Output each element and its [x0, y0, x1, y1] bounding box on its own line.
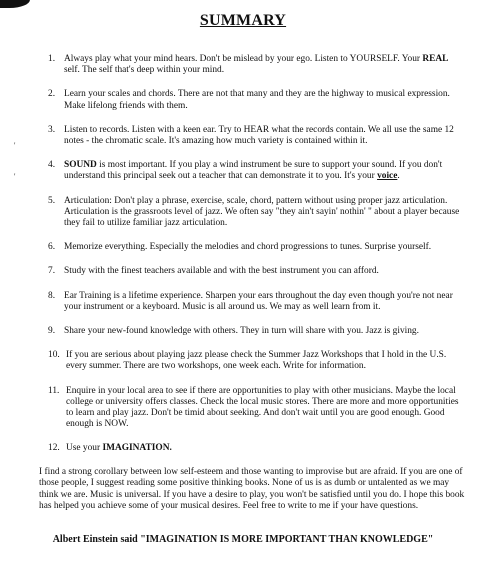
item-text [50, 125, 464, 147]
item-number: 8. [48, 290, 56, 301]
emphasis-underlined: voice [377, 171, 398, 182]
item-number: 5. [48, 195, 56, 206]
item-number: 10. [48, 350, 60, 361]
text-run: . [397, 171, 400, 182]
summary-item [50, 291, 464, 313]
text-run: Enquire in your local area to see if there are opportunities to play with other musicians. Maybe the local college or university offers classes. Check the local music stores. There are more and more opportunities to learn and play jazz. Don't be timid about seeking. And don't wait until you are good enough. Good enough is NOW. [66, 385, 459, 430]
emphasis: IMAGINATION. [102, 443, 172, 454]
item-text [50, 89, 464, 111]
summary-item [50, 54, 464, 76]
text-run: Articulation: Don't play a phrase, exercise, scale, chord, pattern without using proper jazz articulation. Articulation is the grassroots level of jazz. We often say "they ain't sayin' nothin' " about a player because they fail to utilize familiar jazz articulation. [64, 195, 460, 229]
item-text [50, 160, 464, 182]
summary-item [50, 350, 464, 372]
item-text [50, 350, 464, 372]
item-number: 3. [48, 124, 56, 135]
item-number: 1. [48, 54, 56, 64]
item-number: 4. [48, 160, 56, 171]
text-run: Memorize everything. Especially the melodies and chord progressions to tunes. Surprise yourself. [64, 242, 432, 253]
item-number: 7. [48, 266, 56, 277]
text-run: Share your new-found knowledge with others. They in turn will share with you. Jazz is giving. [64, 326, 419, 337]
item-text [50, 242, 464, 253]
item-number: 6. [48, 242, 56, 253]
scan-speck: ' [14, 141, 16, 150]
text-run: If you are serious about playing jazz please check the Summer Jazz Workshops that I hold in the U.S. every summer. There are two workshops, one week each. Write for information. [66, 350, 447, 372]
summary-item [50, 386, 464, 431]
item-number: 11. [48, 385, 60, 396]
summary-item [50, 443, 464, 454]
text-run: Learn your scales and chords. There are not that many and they are the highway to musical expression. Make lifelong friends with them. [64, 89, 450, 111]
summary-item [50, 89, 464, 111]
text-run: Always play what your mind hears. Don't be mislead by your ego. Listen to YOURSELF. Your [64, 54, 423, 64]
summary-list [50, 54, 464, 455]
emphasis: SOUND [64, 160, 97, 171]
item-text [50, 326, 464, 337]
item-number: 9. [48, 326, 56, 337]
text-run: is most important. If you play a wind instrument be sure to support your sound. If you don't understand this principal seek out a teacher that can demonstrate it to you. It's your [64, 160, 443, 182]
summary-item [50, 326, 464, 337]
summary-item [50, 160, 464, 182]
text-run: Study with the finest teachers available and with the best instrument you can afford. [64, 266, 379, 277]
text-run: Use your [66, 443, 103, 454]
emphasis: REAL [422, 54, 449, 64]
text-run: Listen to records. Listen with a keen ear. Try to HEAR what the records contain. We all use the same 12 notes - the chromatic scale. It's amazing how much variety is contained within it. [64, 124, 454, 147]
text-run: Ear Training is a lifetime experience. Sharpen your ears throughout the day even though you're not near your instrument or a keyboard. Music is all around us. We may as well learn from it. [64, 290, 453, 312]
summary-item [50, 196, 464, 230]
item-text [50, 443, 464, 454]
item-text [50, 54, 464, 76]
text-run: self. The self that's deep within your mind. [64, 65, 225, 76]
item-text [50, 291, 464, 313]
page-title: SUMMARY [199, 12, 287, 29]
item-text [50, 386, 464, 431]
item-number: 2. [48, 89, 56, 100]
summary-item [50, 266, 464, 277]
item-text [50, 196, 464, 230]
scan-speck: ' [14, 172, 16, 181]
page-corner-mark [0, 0, 30, 8]
summary-item [50, 242, 464, 253]
item-number: 12. [48, 443, 60, 454]
summary-item [50, 125, 464, 147]
einstein-quote: Albert Einstein said "IMAGINATION IS MORE IMPORTANT THAN KNOWLEDGE" [52, 534, 434, 545]
closing-paragraph: I find a strong corollary between low self-esteem and those wanting to improvise but are afraid. If you are one of those people, I suggest reading some positive thinking books. None of us is as dumb or untalented as we may think we are. Music is universal. If you have a desire to play, you won't be satisfied until you do. I hope this book has helped you achieve some of your musical desires. Feel free to write to me if your have questions. [39, 467, 465, 511]
item-text [50, 266, 464, 277]
